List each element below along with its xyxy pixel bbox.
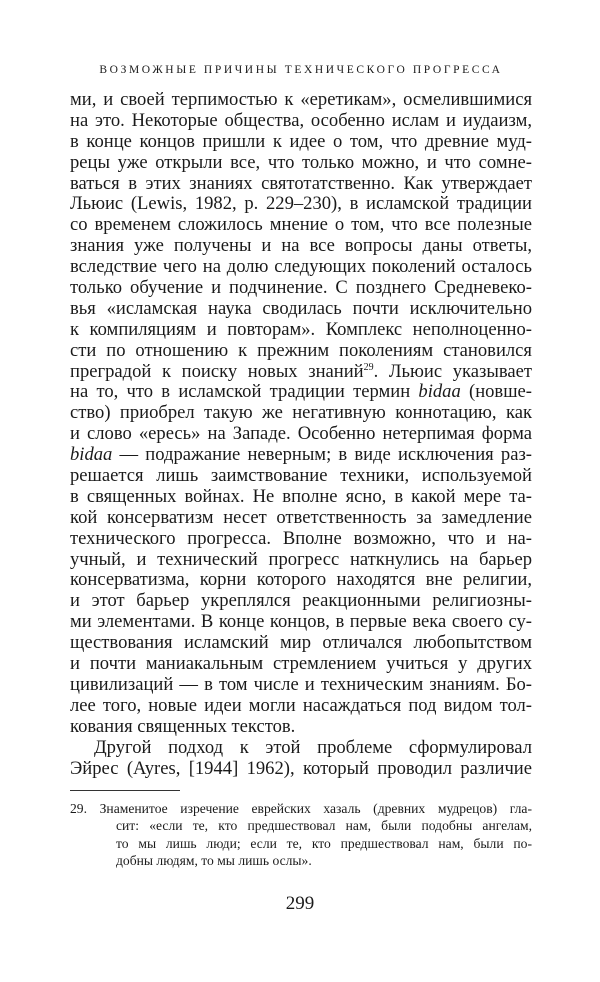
text-line: [70, 445, 532, 466]
text-line: со временем сложилось мнение о том, что все полезные: [70, 214, 532, 236]
text-line: к компиляциям и повторам». Комплекс неполноценно-: [70, 318, 532, 340]
text-line: вследствие чего на долю следующих поколений осталось: [70, 256, 532, 278]
text-line: лее того, новые идеи могли насаждаться под видом тол-: [70, 694, 532, 716]
text-segment: (новше-: [460, 381, 532, 403]
footnote-line: добны людям, то мы лишь ослы».: [116, 852, 312, 868]
body-text: [70, 90, 532, 779]
text-line: решается лишь заимствование техники, используемой: [70, 465, 532, 487]
text-segment: . Льюис указывает: [373, 360, 532, 382]
text-line: на это. Некоторые общества, особенно ислам и иудаизм,: [70, 109, 532, 131]
footnote-line: то мы лишь люди; если те, кто предшествовал нам, были по-: [116, 835, 532, 851]
page-number: 299: [285, 893, 315, 914]
text-line: цивилизаций — в том числе и техническим знаниям. Бо-: [70, 673, 532, 695]
footnote-line: [70, 800, 532, 817]
text-line: кования священных текстов.: [70, 715, 296, 737]
text-line: Эйрес (Ayres, [1944] 1962), который проводил различие: [70, 757, 532, 779]
text-line: сти по отношению к прежним поколениям становился: [70, 339, 532, 361]
footnote-reference[interactable]: 29: [363, 361, 374, 373]
text-line: ваться в этих знаниях святотатственно. Как утверждает: [70, 172, 532, 194]
text-line: в конце концов пришли к идее о том, что древние муд-: [70, 130, 532, 152]
text-line: кой консерватизм несет ответственность за замедление: [70, 506, 532, 528]
footnote: [70, 800, 532, 869]
text-line: ство) приобрел такую же негативную коннотацию, как: [70, 402, 532, 424]
text-line: знания уже получены и на все вопросы даны ответы,: [70, 235, 532, 257]
text-segment: на то, что в исламской традиции термин: [70, 381, 419, 403]
text-line: ми элементами. В конце концов, в первые века своего су-: [70, 611, 532, 633]
text-line: ществования исламский мир отличался любопытством: [70, 632, 532, 654]
text-line: Льюис (Lewis, 1982, p. 229–230), в исламской традиции: [70, 193, 532, 215]
text-line: [70, 382, 532, 403]
text-line: ми, и своей терпимостью к «еретикам», осмелившимися: [70, 89, 532, 110]
text-line: [70, 362, 532, 383]
footnote-line: сит: «если те, кто предшествовал нам, были подобны ангелам,: [116, 818, 532, 834]
text-line: вья «исламская наука сводилась почти исключительно: [70, 297, 532, 319]
text-line: в священных войнах. Не вполне ясно, в какой мере та-: [70, 485, 532, 507]
italic-term: bidaa: [70, 444, 113, 466]
text-line: Другой подход к этой проблеме сформулировал: [94, 736, 532, 758]
text-segment: Знаменитое изречение еврейских хазаль (древних мудрецов) гла-: [99, 801, 532, 816]
italic-term: bidaa: [418, 381, 461, 403]
footnote-divider: [70, 790, 180, 791]
text-segment: преградой к поиску новых знаний: [70, 360, 364, 382]
running-header: ВОЗМОЖНЫЕ ПРИЧИНЫ ТЕХНИЧЕСКОГО ПРОГРЕССА: [99, 64, 503, 76]
text-line: и почти маниакальным стремлением учиться у других: [70, 653, 532, 675]
text-line: рецы уже открыли все, что только можно, и что сомне-: [70, 151, 532, 173]
text-line: технического прогресса. Вполне возможно, что и на-: [70, 527, 532, 549]
footnote-number: 29.: [70, 801, 87, 816]
text-line: и этот барьер укреплялся реакционными религиозны-: [70, 590, 532, 612]
text-segment: — подражание неверным; в виде исключения раз-: [112, 444, 532, 466]
text-line: консерватизма, корни которого находятся вне религии,: [70, 569, 532, 591]
text-line: учный, и технический прогресс наткнулись на барьер: [70, 548, 532, 570]
text-line: и слово «ересь» на Западе. Особенно нетерпимая форма: [70, 423, 532, 445]
text-line: только обучение и подчинение. С позднего Средневеко-: [70, 277, 532, 299]
